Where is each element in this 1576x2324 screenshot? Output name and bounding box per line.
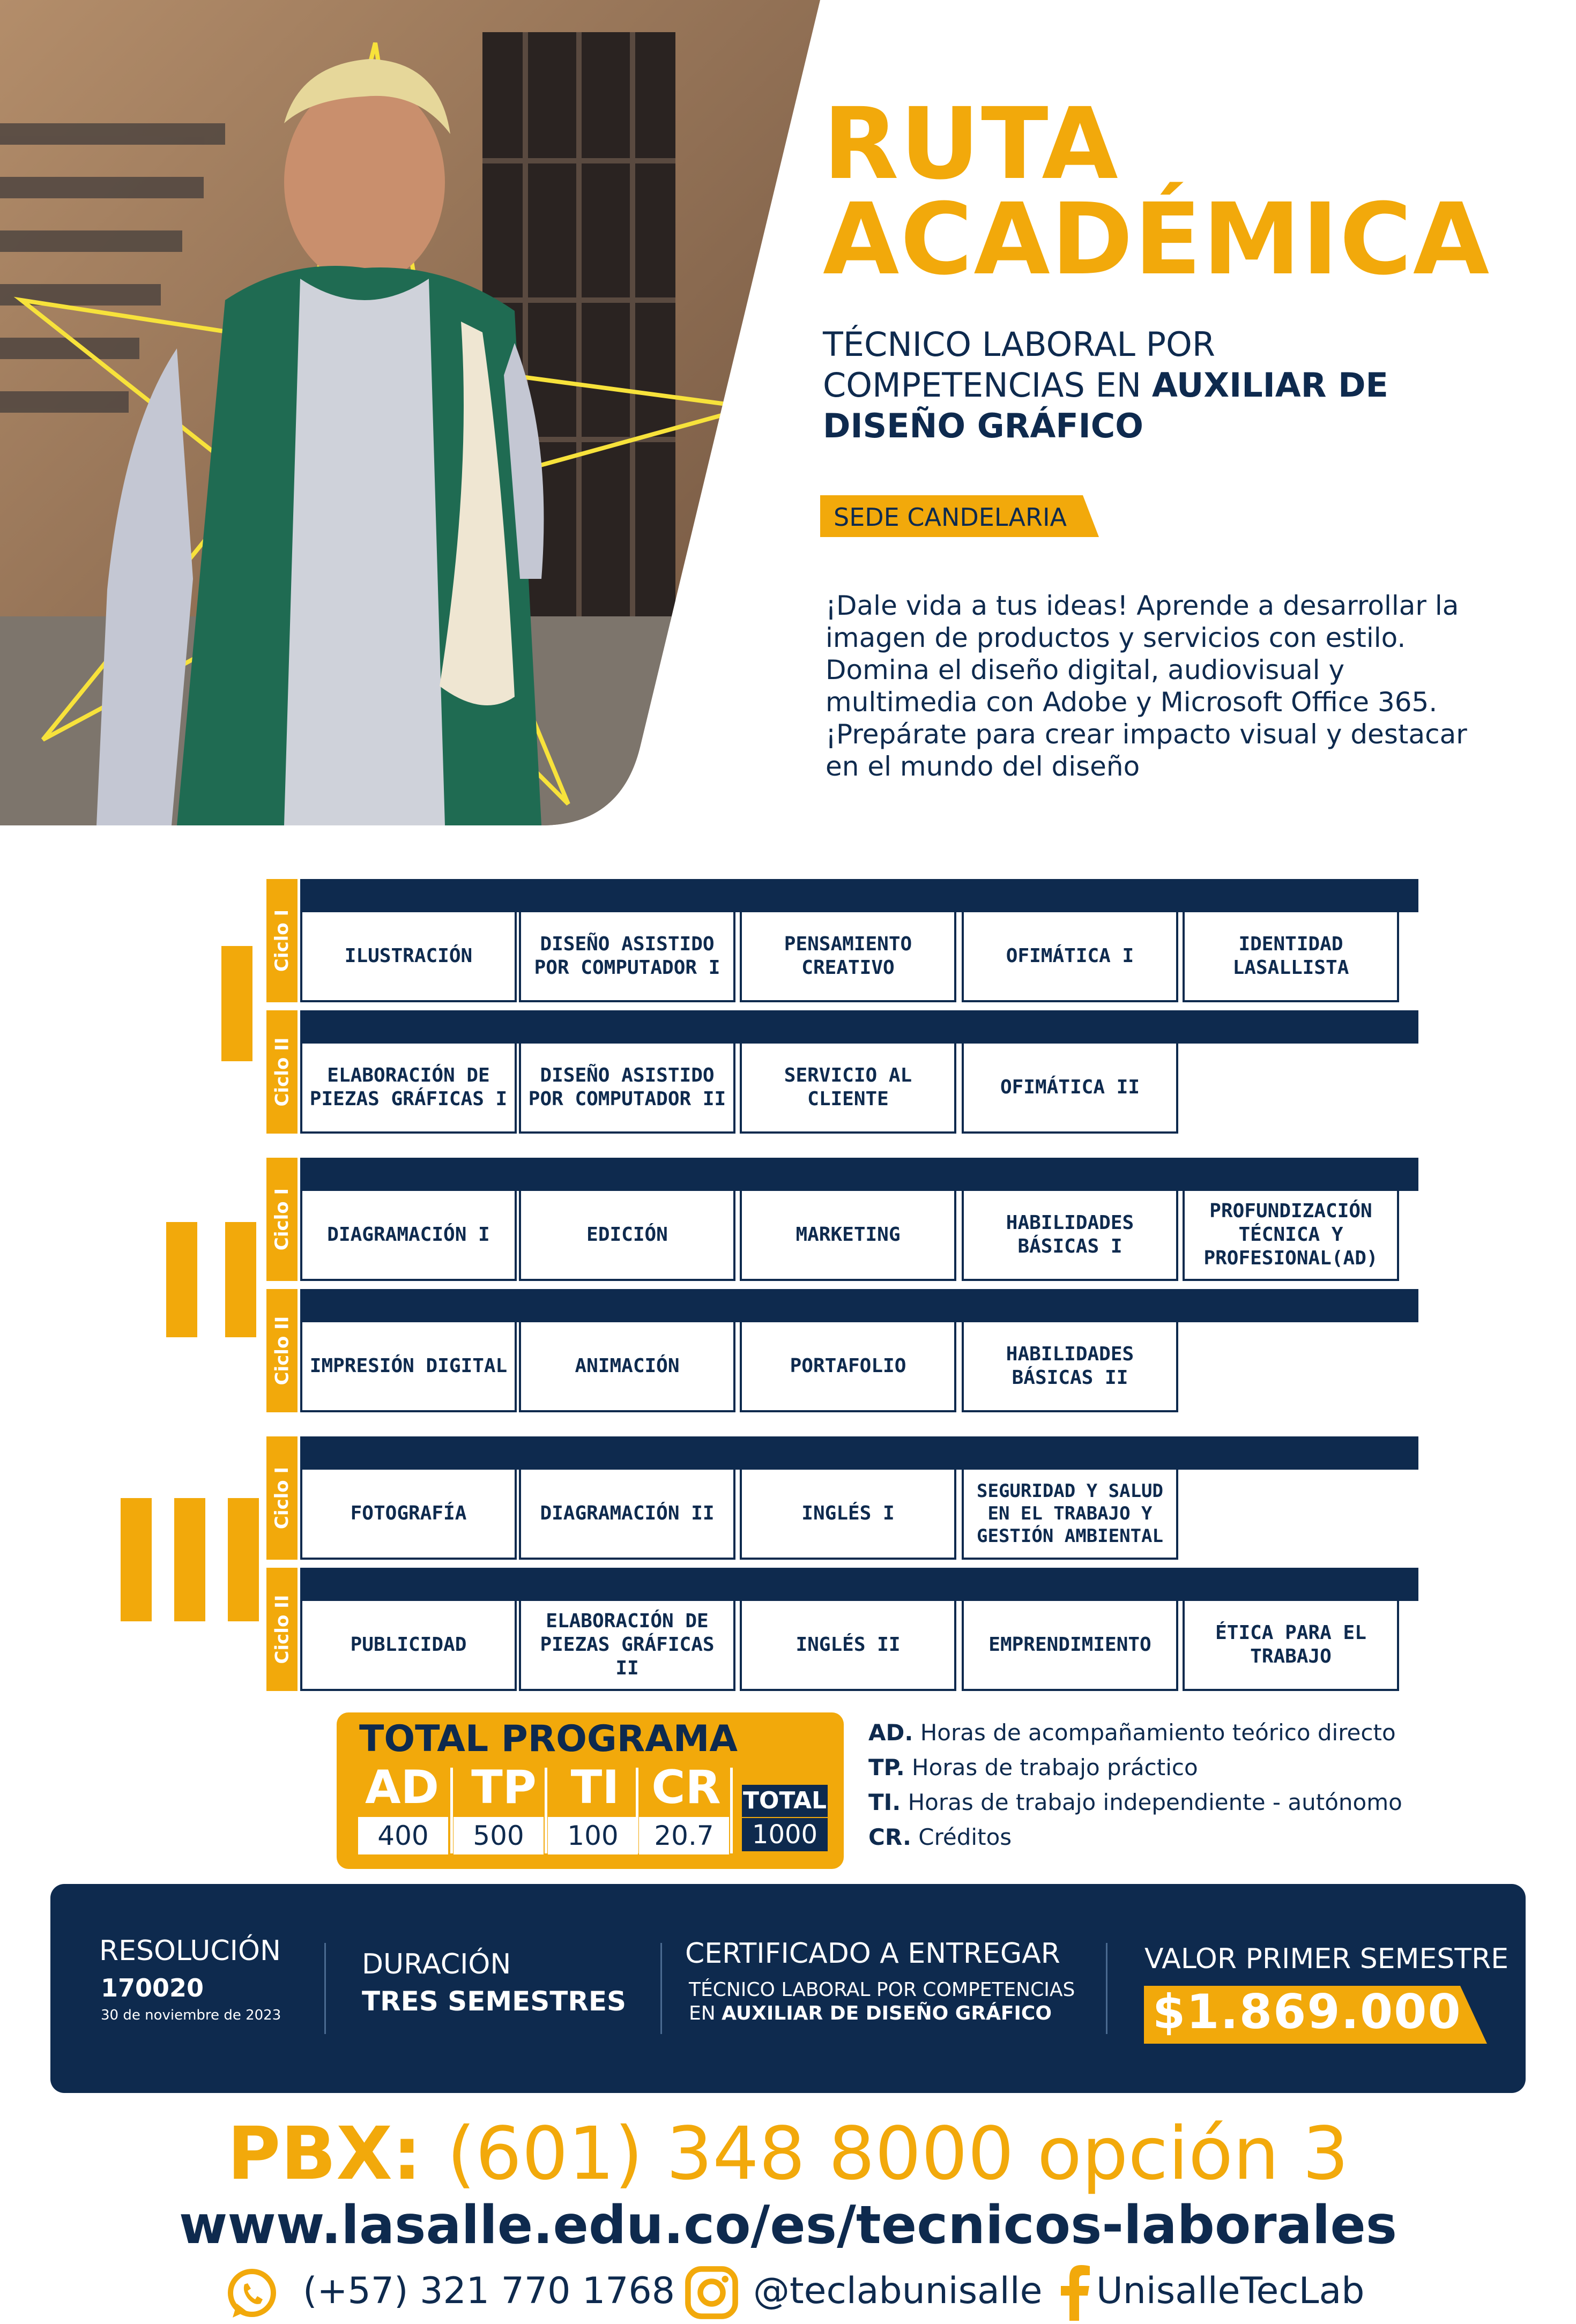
website-link[interactable]: www.lasalle.edu.co/es/tecnicos-laborales <box>179 2195 1397 2256</box>
totals-total-value: 1000 <box>742 1818 828 1851</box>
course-cell: ELABORACIÓN DE PIEZAS GRÁFICAS II <box>519 1601 735 1691</box>
semester-numeral-3 <box>121 1498 260 1621</box>
totals-total-label: TOTAL <box>742 1785 828 1817</box>
info-divider <box>324 1943 326 2034</box>
cycle-tab <box>266 1158 298 1281</box>
price-value: $1.869.000 <box>1153 1984 1462 2039</box>
legend-item: CR. Créditos <box>868 1824 1012 1850</box>
subtitle-line-1: TÉCNICO LABORAL POR <box>823 325 1215 364</box>
totals-head-cr: CR <box>651 1761 721 1814</box>
course-cell: OFIMÁTICA II <box>962 1044 1178 1134</box>
resolution-date: 30 de noviembre de 2023 <box>101 2007 281 2023</box>
course-cell: PORTAFOLIO <box>740 1322 956 1412</box>
cycle-tab <box>266 1436 298 1560</box>
facebook-handle[interactable]: UnisalleTecLab <box>1096 2270 1365 2312</box>
intro-text <box>826 590 1517 783</box>
student-photo <box>0 0 820 825</box>
course-cell: FOTOGRAFÍA <box>300 1470 517 1560</box>
facebook-icon <box>1059 2265 1091 2321</box>
course-cell: MARKETING <box>740 1191 956 1281</box>
page-title <box>823 87 1491 297</box>
subtitle-line-2: COMPETENCIAS EN <box>823 366 1142 405</box>
totals-value-cr: 20.7 <box>639 1817 729 1854</box>
totals-divider <box>730 1768 733 1853</box>
whatsapp-number[interactable]: (+57) 321 770 1768 <box>303 2270 675 2312</box>
course-cell: DIAGRAMACIÓN II <box>519 1470 735 1560</box>
course-cell: PROFUNDIZACIÓN TÉCNICA Y PROFESIONAL(AD) <box>1183 1191 1399 1281</box>
totals-divider <box>450 1768 453 1853</box>
cycle-label: Ciclo I <box>271 1466 293 1530</box>
pbx-phone <box>0 2112 1576 2196</box>
cycle-header-bar <box>300 1436 1418 1470</box>
intro-line: ¡Dale vida a tus ideas! Aprende a desarrollar la <box>826 590 1459 621</box>
cycle-header-bar <box>300 1568 1418 1601</box>
totals-value-ad: 400 <box>358 1817 448 1854</box>
course-cell: ELABORACIÓN DE PIEZAS GRÁFICAS I <box>300 1044 517 1134</box>
legend-item: TI. Horas de trabajo independiente - autónomo <box>868 1789 1402 1815</box>
cycle-label: Ciclo I <box>271 909 293 972</box>
whatsapp-icon <box>225 2267 279 2321</box>
semester-numeral-2 <box>166 1222 268 1337</box>
cycle-tab <box>266 1568 298 1691</box>
intro-line: ¡Prepárate para crear impacto visual y destacar <box>826 719 1467 750</box>
totals-title: TOTAL PROGRAMA <box>359 1718 738 1760</box>
certificate-line-1: TÉCNICO LABORAL POR COMPETENCIAS <box>689 1979 1075 2001</box>
course-cell: EMPRENDIMIENTO <box>962 1601 1178 1691</box>
totals-head-ti: TI <box>570 1761 620 1814</box>
legend-item: AD. Horas de acompañamiento teórico directo <box>868 1719 1396 1746</box>
course-cell: ANIMACIÓN <box>519 1322 735 1412</box>
totals-divider <box>545 1768 547 1853</box>
course-cell: EDICIÓN <box>519 1191 735 1281</box>
duration-value: TRES SEMESTRES <box>362 1986 627 2017</box>
course-cell: INGLÉS I <box>740 1470 956 1560</box>
pbx-number: (601) 348 8000 opción 3 <box>447 2112 1349 2196</box>
course-cell: DISEÑO ASISTIDO POR COMPUTADOR II <box>519 1044 735 1134</box>
course-cell: ILUSTRACIÓN <box>300 912 517 1002</box>
course-cell: SERVICIO AL CLIENTE <box>740 1044 956 1134</box>
course-cell: INGLÉS II <box>740 1601 956 1691</box>
cycle-label: Ciclo II <box>271 1316 293 1386</box>
cycle-label: Ciclo II <box>271 1595 293 1664</box>
course-cell: PENSAMIENTO CREATIVO <box>740 912 956 1002</box>
title-line-2: ACADÉMICA <box>823 182 1491 297</box>
intro-line: multimedia con Adobe y Microsoft Office 365. <box>826 687 1438 718</box>
cycle-header-bar <box>300 1158 1418 1191</box>
info-divider <box>660 1943 662 2034</box>
legend-item: TP. Horas de trabajo práctico <box>868 1754 1198 1781</box>
subtitle-highlight-2: DISEÑO GRÁFICO <box>823 406 1143 445</box>
course-cell: DIAGRAMACIÓN I <box>300 1191 517 1281</box>
totals-head-tp: TP <box>471 1761 537 1814</box>
course-cell: OFIMÁTICA I <box>962 912 1178 1002</box>
intro-line: Domina el diseño digital, audiovisual y <box>826 654 1345 686</box>
cycle-label: Ciclo I <box>271 1188 293 1251</box>
cycle-header-bar <box>300 1289 1418 1322</box>
course-cell: ÉTICA PARA EL TRABAJO <box>1183 1601 1399 1691</box>
certificate-label: CERTIFICADO A ENTREGAR <box>685 1938 1060 1970</box>
title-line-1: RUTA <box>823 87 1119 202</box>
semester-numeral-1 <box>221 946 252 1061</box>
subtitle-highlight-1: AUXILIAR DE <box>1151 366 1388 405</box>
duration-label: DURACIÓN <box>362 1948 511 1980</box>
cycle-label: Ciclo II <box>271 1037 293 1107</box>
course-cell: HABILIDADES BÁSICAS I <box>962 1191 1178 1281</box>
info-divider <box>1106 1943 1107 2034</box>
cycle-tab <box>266 1289 298 1412</box>
instagram-icon <box>683 2265 740 2321</box>
course-cell: PUBLICIDAD <box>300 1601 517 1691</box>
course-cell: SEGURIDAD Y SALUD EN EL TRABAJO Y GESTIÓN AMBIENTAL <box>962 1470 1178 1560</box>
course-cell: IMPRESIÓN DIGITAL <box>300 1322 517 1412</box>
totals-head-ad: AD <box>365 1761 439 1814</box>
certificate-line-2: EN AUXILIAR DE DISEÑO GRÁFICO <box>689 2002 1052 2024</box>
cycle-header-bar <box>300 1010 1418 1044</box>
course-cell: IDENTIDAD LASALLISTA <box>1183 912 1399 1002</box>
campus-label: SEDE CANDELARIA <box>834 503 1067 532</box>
totals-value-tp: 500 <box>454 1817 544 1854</box>
totals-value-ti: 100 <box>548 1817 638 1854</box>
cycle-header-bar <box>300 879 1418 912</box>
pbx-label: PBX: <box>227 2112 422 2196</box>
price-label: VALOR PRIMER SEMESTRE <box>1144 1943 1509 1975</box>
cycle-tab <box>266 879 298 1002</box>
cycle-tab <box>266 1010 298 1134</box>
resolution-label: RESOLUCIÓN <box>99 1935 281 1967</box>
program-subtitle <box>823 324 1520 446</box>
hours-legend <box>868 1715 1402 1854</box>
intro-line: imagen de productos y servicios con estilo. <box>826 622 1406 653</box>
course-cell: DISEÑO ASISTIDO POR COMPUTADOR I <box>519 912 735 1002</box>
course-cell: HABILIDADES BÁSICAS II <box>962 1322 1178 1412</box>
intro-line: en el mundo del diseño <box>826 751 1140 782</box>
instagram-handle[interactable]: @teclabunisalle <box>753 2270 1043 2312</box>
resolution-number: 170020 <box>101 1973 204 2002</box>
